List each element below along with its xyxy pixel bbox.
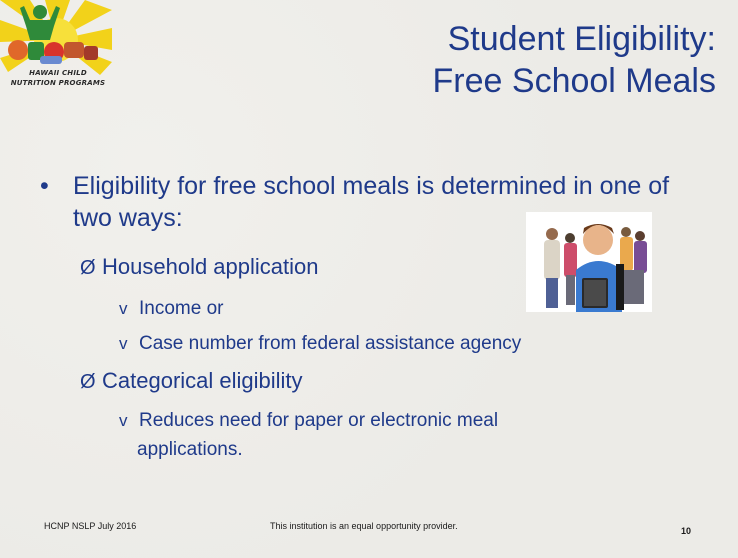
arrow-bullet-icon: Ø [80, 371, 96, 393]
title-line-1: Student Eligibility: [447, 20, 716, 58]
sub-item-household [80, 254, 319, 280]
logo-text-line2: NUTRITION PROGRAMS [10, 79, 106, 87]
diamond-bullet-icon: v [119, 411, 128, 430]
sub-sub-item-income [119, 294, 223, 323]
page-number: 10 [681, 526, 692, 536]
sub-item-text: Household application [102, 254, 319, 279]
footer-disclaimer: This institution is an equal opportunity provider. [270, 521, 458, 531]
logo-text-line1: HAWAII CHILD [29, 69, 87, 77]
slide-title [433, 18, 716, 102]
sub-sub-item-text: Case number from federal assistance agency [139, 333, 522, 354]
footer-left: HCNP NSLP July 2016 [44, 521, 137, 531]
sub-sub-item-continuation: applications. [137, 439, 243, 460]
sub-item-categorical [80, 368, 303, 394]
sub-sub-item-reduces-need [119, 406, 619, 464]
diamond-bullet-icon: v [119, 299, 128, 318]
main-bullet-text: Eligibility for free school meals is determined in one of two ways: [73, 172, 670, 232]
arrow-bullet-icon: Ø [80, 257, 96, 279]
students-photo [526, 212, 652, 312]
hawaii-child-nutrition-logo [0, 0, 112, 100]
students-photo-graphic [526, 212, 652, 312]
bullet-dot-icon: • [40, 172, 49, 200]
title-line-2: Free School Meals [432, 62, 716, 100]
sub-sub-item-case-number [119, 329, 521, 358]
diamond-bullet-icon: v [119, 334, 128, 353]
sub-item-text: Categorical eligibility [102, 368, 303, 393]
sub-sub-item-text: Income or [139, 298, 224, 319]
sub-sub-item-text: Reduces need for paper or electronic meal [139, 410, 499, 431]
